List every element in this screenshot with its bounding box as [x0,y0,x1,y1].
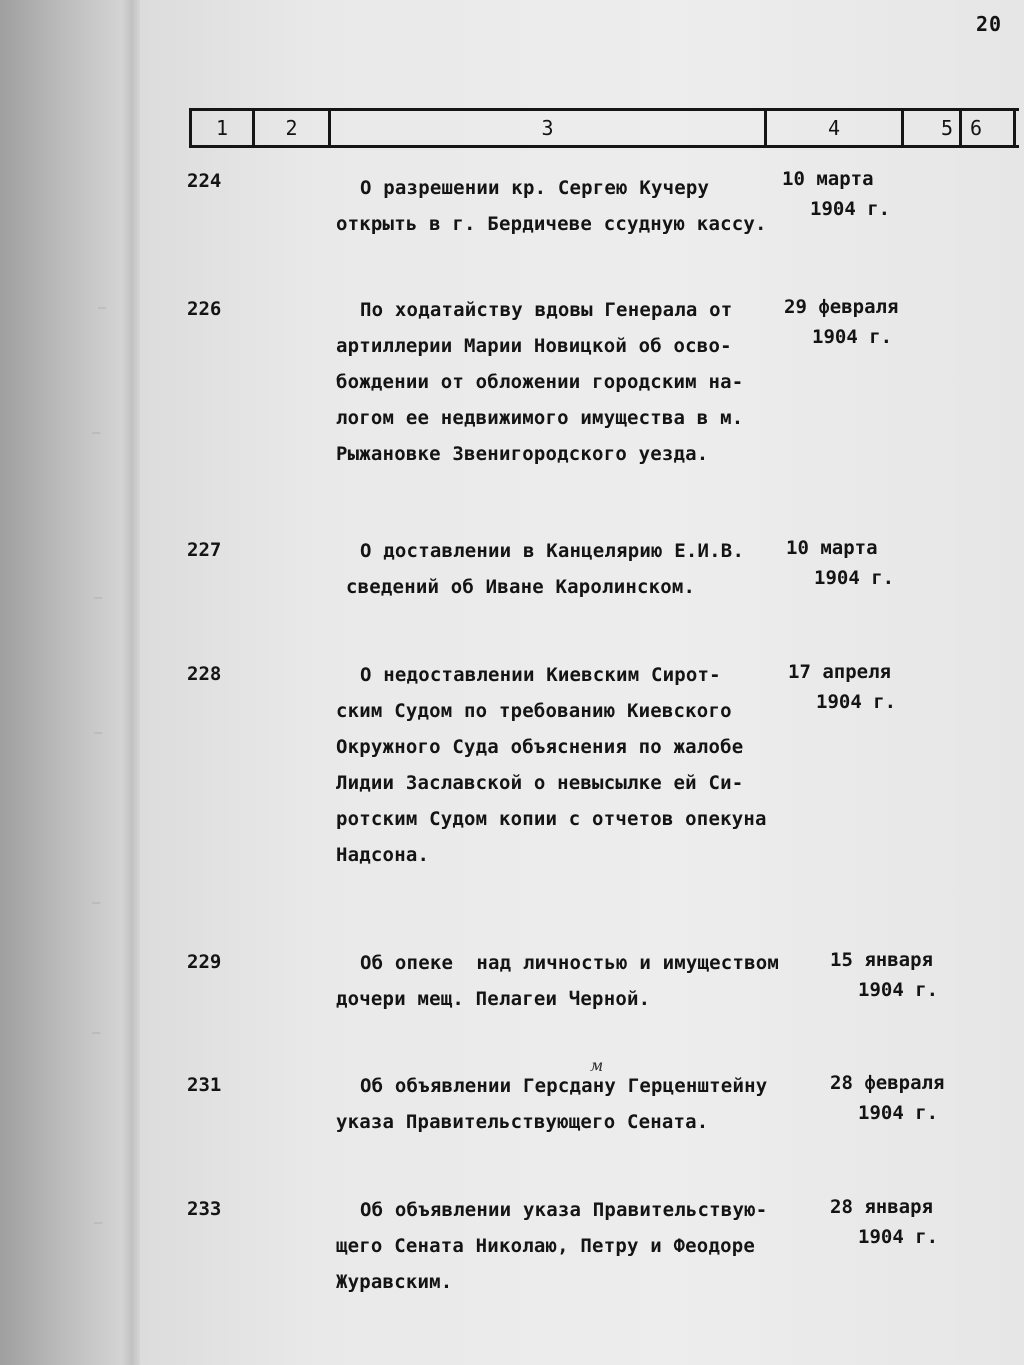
entry-date [830,945,1000,1005]
date-day-month: 10 марта [786,537,878,559]
entry-description [336,1192,786,1300]
entry-description [336,657,786,873]
column-header-2: 2 [252,111,328,145]
column-header-4: 4 [764,111,901,145]
bleed-through-mark: — [94,725,103,741]
date-day-month: 29 февраля [784,296,899,318]
column-header-5: 5 [901,111,959,145]
text-line: щего Сената Николаю, Петру и Феодоре [336,1235,756,1257]
text-line: О доставлении в Канцелярию Е.И.В. [360,540,745,562]
binding-edge [122,0,142,1365]
text-line: О недоставлении Киевским Сирот- [360,664,721,686]
text-line: О разрешении кр. Сергею Кучеру [360,177,710,199]
text-line: бождении от обложении городским на- [336,371,744,393]
bleed-through-mark: — [98,300,107,316]
date-year: 1904 г. [858,979,939,1001]
bleed-through-mark: — [92,425,101,441]
text-line: Об объявлении указа Правительствую- [360,1199,768,1221]
date-year: 1904 г. [814,567,895,589]
entry-date [830,1192,1000,1252]
bleed-through-mark: — [94,1215,103,1231]
text-line: ротским Судом копии с отчетов опекуна [336,808,767,830]
entry-date [782,164,952,224]
text-line: Окружного Суда объяснения по жалобе [336,736,744,758]
entry-date [830,1068,1000,1128]
entry-description [336,170,786,242]
text-line: открыть в г. Бердичеве ссудную кассу. [336,213,767,235]
text-line: Журавским. [336,1271,453,1293]
entry-date [786,533,956,593]
text-line: Надсона. [336,844,430,866]
entry-number: 224 [187,170,222,192]
bleed-through-mark: — [92,895,101,911]
binding-shadow [0,0,140,1365]
date-year: 1904 г. [810,198,891,220]
column-header-6: 6 [959,111,1016,145]
page-number: 20 [976,12,1003,36]
entry-description [336,533,786,605]
bleed-through-mark: — [92,1025,101,1041]
entry-description [336,945,786,1017]
entry-number: 229 [187,951,222,973]
bleed-through-mark: — [94,590,103,606]
text-line: Об опеке над личностью и имуществом [360,952,780,974]
entry-date [788,657,958,717]
column-header-1: 1 [189,111,252,145]
date-year: 1904 г. [816,691,897,713]
date-day-month: 15 января [830,949,933,971]
entry-number: 231 [187,1074,222,1096]
entry-number: 227 [187,539,222,561]
date-year: 1904 г. [812,326,893,348]
text-line: указа Правительствующего Сената. [336,1111,709,1133]
date-year: 1904 г. [858,1102,939,1124]
date-day-month: 28 февраля [830,1072,945,1094]
text-line: логом ее недвижимого имущества в м. [336,407,744,429]
text-line: По ходатайству вдовы Генерала от [360,299,733,321]
column-header-row [189,108,1019,148]
text-line: Рыжановке Звенигородского уезда. [336,443,709,465]
handwritten-correction: м [590,1056,604,1075]
text-line: Лидии Заславской о невысылке ей Си- [336,772,744,794]
date-year: 1904 г. [858,1226,939,1248]
text-line: сведений об Иване Каролинском. [346,576,696,598]
entry-date [784,292,954,352]
text-line: дочери мещ. Пелагеи Черной. [336,988,651,1010]
text-line: артиллерии Марии Новицкой об осво- [336,335,732,357]
entry-description [336,1068,786,1140]
date-day-month: 17 апреля [788,661,891,683]
entry-number: 228 [187,663,222,685]
text-line: Об объявлении Герсдану Герценштейну [360,1075,768,1097]
date-day-month: 10 марта [782,168,874,190]
text-line: ским Судом по требованию Киевского [336,700,732,722]
entry-description [336,292,786,472]
date-day-month: 28 января [830,1196,933,1218]
entry-number: 233 [187,1198,222,1220]
column-header-3: 3 [328,111,764,145]
entry-number: 226 [187,298,222,320]
